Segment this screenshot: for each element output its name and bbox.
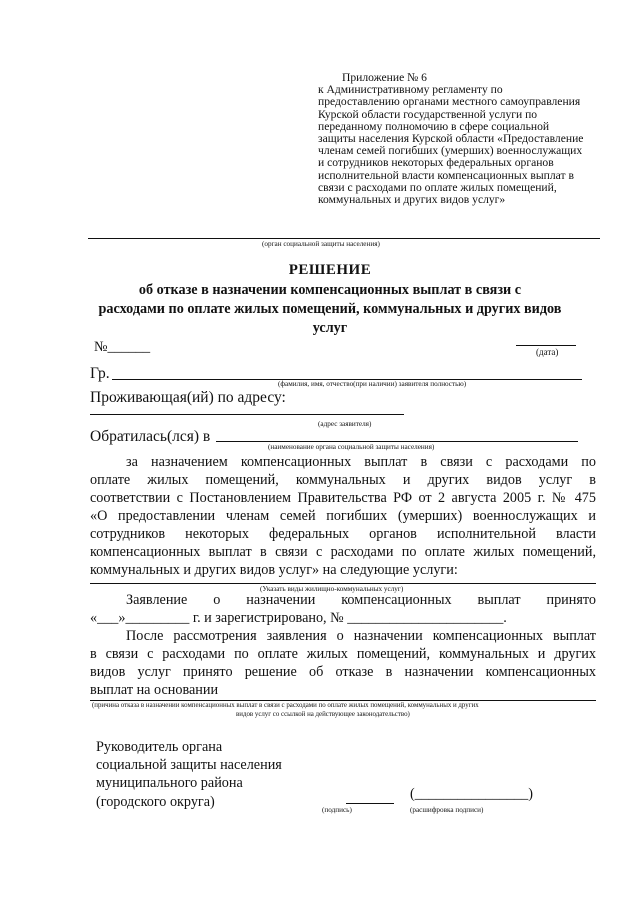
para3-line: После рассмотрения заявления о назначении компенсационных выплат <box>126 628 596 644</box>
appendix-line: связи с расходами по оплате жилых помещений, <box>318 180 557 194</box>
para1-line: сотрудников некоторых федеральных органов исполнительной власти <box>90 526 596 542</box>
para3-line: выплат на основании <box>90 682 219 698</box>
reason-caption: видов услуг со ссылкой на действующее законодательство) <box>236 711 410 718</box>
subtitle-line: услуг <box>312 320 348 336</box>
subtitle-line: об отказе в назначении компенсационных выплат в связи с <box>138 282 522 298</box>
citizen-label: Гр. <box>90 365 110 382</box>
para1-line: соответствии с Постановлением Правительства РФ от 2 августа 2005 г. № 475 <box>90 490 596 506</box>
sign-line <box>346 803 394 804</box>
para2-line: Заявление о назначении компенсационных выплат принято <box>126 592 596 608</box>
number-label: №______ <box>94 339 151 355</box>
services-line <box>90 583 596 584</box>
signature-line: социальной защиты населения <box>96 757 282 774</box>
address-caption: (адрес заявителя) <box>318 420 372 428</box>
date-line <box>516 345 576 346</box>
appendix-line: членам семей погибших (умерших) военнослужащих <box>318 144 583 158</box>
signature-line: (городского округа) <box>96 793 215 810</box>
para1-line: компенсационных выплат в связи с расходами по оплате жилых помещений, <box>90 544 596 560</box>
para3-line: в связи с расходами по оплате жилых помещений, коммунальных и других <box>90 646 596 662</box>
appendix-line: к Административному регламенту по <box>318 83 503 97</box>
organ-line <box>88 238 600 239</box>
para1-line: оплате жилых помещений, коммунальных и других видов услуг в <box>90 472 596 488</box>
appendix-line: защиты населения Курской области «Предоставление <box>318 132 584 146</box>
decode-field: (________________) <box>410 786 533 802</box>
para3-line: видов услуг принято решение об отказе в назначении компенсационных <box>90 664 596 680</box>
para1-line: «О предоставлении членам семей погибших (умерших) военнослужащих и <box>90 508 596 524</box>
appendix-line: исполнительной власти компенсационных выплат в <box>318 168 574 182</box>
para1-line: за назначением компенсационных выплат в связи с расходами по <box>126 454 596 470</box>
para2-line: «___»_________ г. и зарегистрировано, № ______________________. <box>90 610 507 626</box>
applied-line <box>216 441 578 442</box>
appendix-block <box>318 72 608 206</box>
document-subtitle <box>60 281 600 338</box>
signature-line: муниципального района <box>96 775 243 792</box>
address-line <box>90 414 404 415</box>
appendix-line: переданному полномочию в сфере социальной <box>318 119 550 133</box>
appendix-line: предоставлению органами местного самоуправления <box>318 95 581 109</box>
decode-caption: (расшифровка подписи) <box>410 806 484 814</box>
reason-caption: (причина отказа в назначении компенсационных выплат в связи с расходами по оплате жилых помещений, коммунальных и других <box>92 702 479 709</box>
applied-label: Обратилась(лся) в <box>90 428 211 445</box>
organ-caption: (орган социальной защиты населения) <box>262 240 380 248</box>
document-title: РЕШЕНИЕ <box>288 262 372 278</box>
reason-line <box>90 700 596 701</box>
sign-caption: (подпись) <box>322 806 352 814</box>
signature-block <box>96 738 282 811</box>
appendix-line: и сотрудников некоторых федеральных органов <box>318 156 554 170</box>
appendix-line: Курской области государственной услуги по <box>318 107 538 121</box>
date-caption: (дата) <box>536 347 559 357</box>
subtitle-line: расходами по оплате жилых помещений, коммунальных и других видов <box>98 301 562 317</box>
citizen-caption: (фамилия, имя, отчество(при наличии) заявителя полностью) <box>278 380 467 388</box>
appendix-line: Приложение № 6 <box>342 71 427 84</box>
applied-caption: (наименование органа социальной защиты населения) <box>268 443 435 451</box>
signature-line: Руководитель органа <box>96 739 223 755</box>
services-caption: (Указать виды жилищно-коммунальных услуг) <box>260 585 404 593</box>
appendix-line: коммунальных и других видов услуг» <box>318 193 506 207</box>
address-label: Проживающая(ий) по адресу: <box>90 389 286 406</box>
para1-line: коммунальных и других видов услуг» на следующие услуги: <box>90 562 458 578</box>
